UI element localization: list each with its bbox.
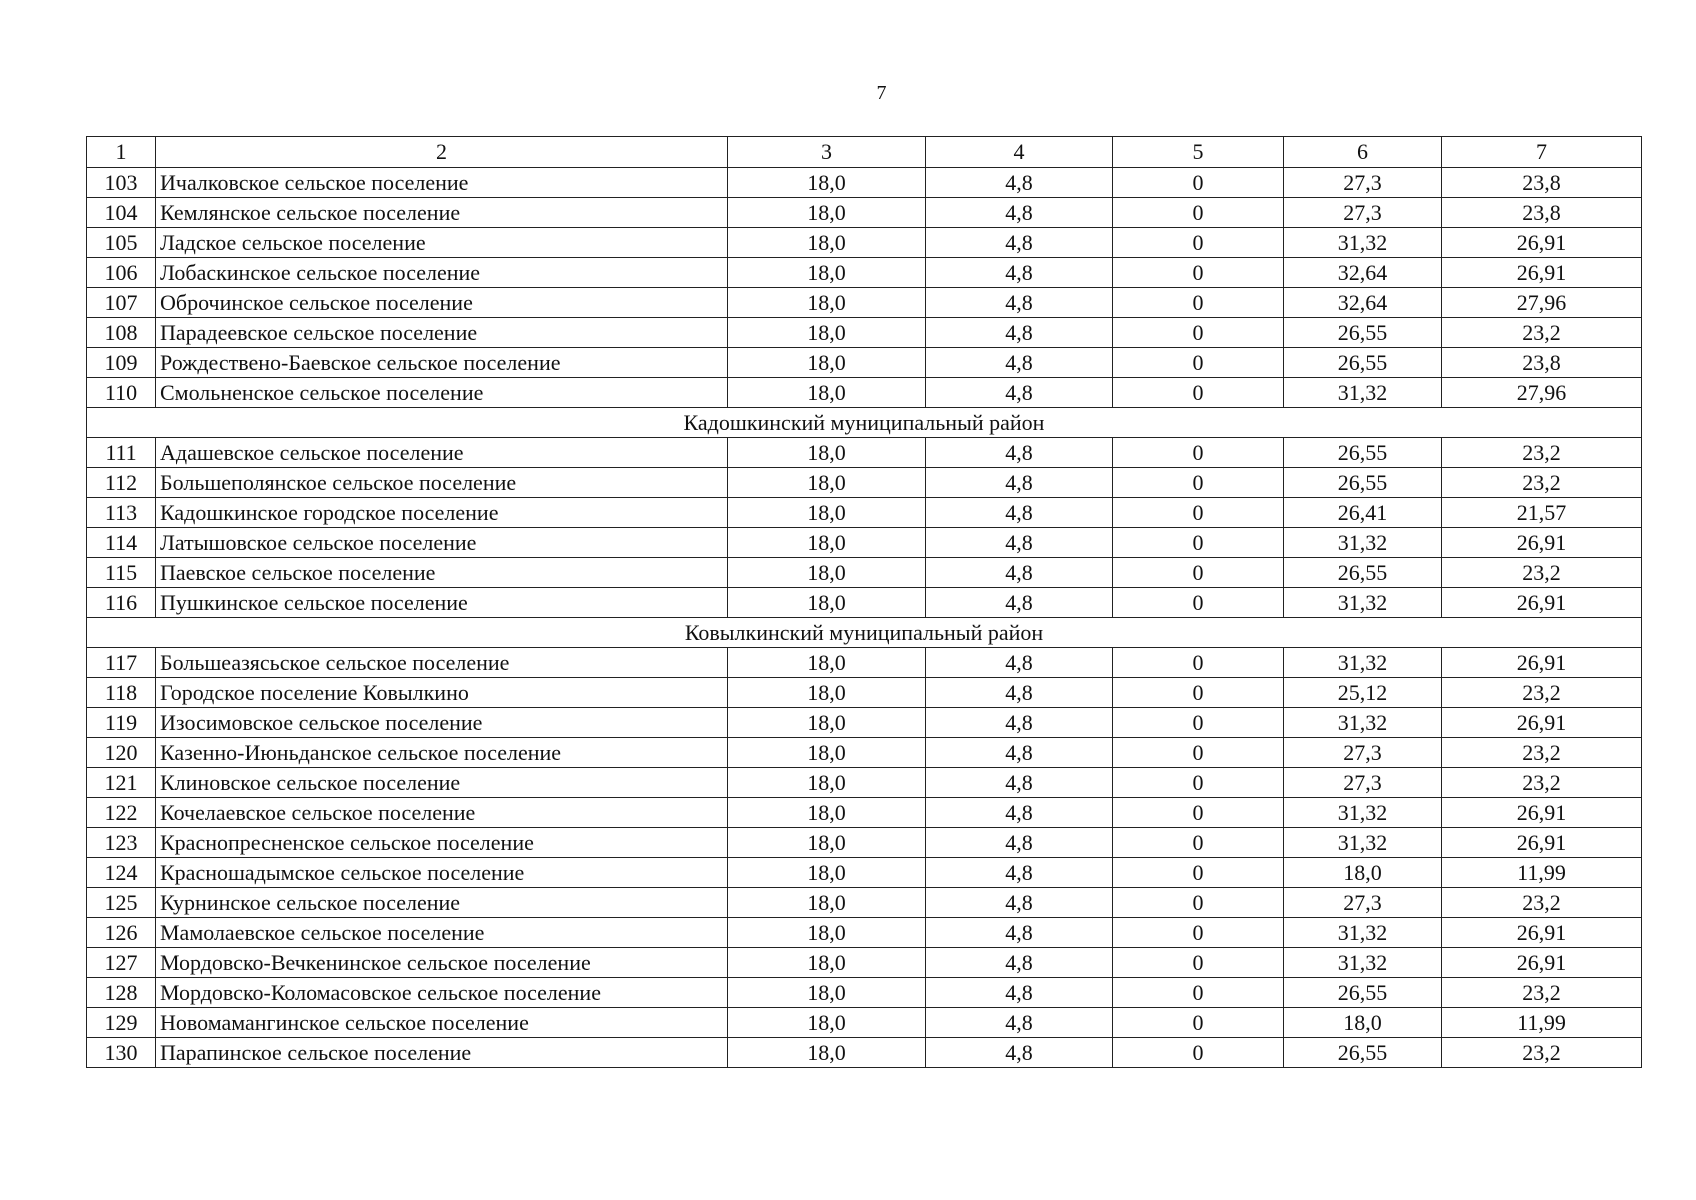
table-row (87, 378, 1642, 408)
col7-cell: 11,99 (1442, 858, 1642, 888)
settlement-name-cell: Рождествено-Баевское сельское поселение (156, 348, 728, 378)
table-row (87, 858, 1642, 888)
table-row (87, 348, 1642, 378)
table-row (87, 498, 1642, 528)
table-row (87, 648, 1642, 678)
col4-cell: 4,8 (926, 948, 1113, 978)
row-number-cell: 127 (87, 948, 156, 978)
col3-cell: 18,0 (728, 348, 926, 378)
col4-cell: 4,8 (926, 438, 1113, 468)
col6-cell: 27,3 (1284, 168, 1442, 198)
col5-cell: 0 (1113, 198, 1284, 228)
table-row (87, 198, 1642, 228)
col6-cell: 31,32 (1284, 528, 1442, 558)
col7-cell: 23,2 (1442, 978, 1642, 1008)
col7-cell: 26,91 (1442, 258, 1642, 288)
settlement-name-cell: Изосимовское сельское поселение (156, 708, 728, 738)
col6-cell: 32,64 (1284, 258, 1442, 288)
settlements-table (86, 136, 1642, 1068)
col6-cell: 26,41 (1284, 498, 1442, 528)
col7-cell: 23,2 (1442, 318, 1642, 348)
row-number-cell: 104 (87, 198, 156, 228)
col7-cell: 23,8 (1442, 348, 1642, 378)
table-row (87, 798, 1642, 828)
column-header: 3 (728, 137, 926, 168)
col6-cell: 26,55 (1284, 348, 1442, 378)
col6-cell: 31,32 (1284, 228, 1442, 258)
col6-cell: 26,55 (1284, 558, 1442, 588)
settlement-name-cell: Паевское сельское поселение (156, 558, 728, 588)
table-row (87, 558, 1642, 588)
col5-cell: 0 (1113, 948, 1284, 978)
col3-cell: 18,0 (728, 528, 926, 558)
col6-cell: 31,32 (1284, 708, 1442, 738)
row-number-cell: 124 (87, 858, 156, 888)
col4-cell: 4,8 (926, 708, 1113, 738)
col3-cell: 18,0 (728, 738, 926, 768)
col6-cell: 31,32 (1284, 918, 1442, 948)
col3-cell: 18,0 (728, 708, 926, 738)
col6-cell: 31,32 (1284, 828, 1442, 858)
col4-cell: 4,8 (926, 258, 1113, 288)
table-row (87, 528, 1642, 558)
table-header-row (87, 137, 1642, 168)
col3-cell: 18,0 (728, 378, 926, 408)
col4-cell: 4,8 (926, 768, 1113, 798)
row-number-cell: 125 (87, 888, 156, 918)
table-row (87, 228, 1642, 258)
row-number-cell: 111 (87, 438, 156, 468)
table-row (87, 888, 1642, 918)
settlement-name-cell: Оброчинское сельское поселение (156, 288, 728, 318)
col3-cell: 18,0 (728, 888, 926, 918)
col5-cell: 0 (1113, 858, 1284, 888)
settlement-name-cell: Латышовское сельское поселение (156, 528, 728, 558)
table-row (87, 438, 1642, 468)
col7-cell: 23,2 (1442, 1038, 1642, 1068)
col5-cell: 0 (1113, 1008, 1284, 1038)
settlement-name-cell: Парапинское сельское поселение (156, 1038, 728, 1068)
column-header: 1 (87, 137, 156, 168)
col7-cell: 23,2 (1442, 738, 1642, 768)
row-number-cell: 119 (87, 708, 156, 738)
column-header: 7 (1442, 137, 1642, 168)
row-number-cell: 116 (87, 588, 156, 618)
col3-cell: 18,0 (728, 828, 926, 858)
table-row (87, 588, 1642, 618)
col3-cell: 18,0 (728, 318, 926, 348)
col7-cell: 26,91 (1442, 918, 1642, 948)
settlement-name-cell: Адашевское сельское поселение (156, 438, 728, 468)
col5-cell: 0 (1113, 438, 1284, 468)
col7-cell: 26,91 (1442, 588, 1642, 618)
col5-cell: 0 (1113, 648, 1284, 678)
col3-cell: 18,0 (728, 1038, 926, 1068)
table-row (87, 948, 1642, 978)
settlement-name-cell: Новомамангинское сельское поселение (156, 1008, 728, 1038)
col3-cell: 18,0 (728, 468, 926, 498)
settlement-name-cell: Городское поселение Ковылкино (156, 678, 728, 708)
col3-cell: 18,0 (728, 678, 926, 708)
col5-cell: 0 (1113, 258, 1284, 288)
col4-cell: 4,8 (926, 198, 1113, 228)
col7-cell: 23,2 (1442, 558, 1642, 588)
col6-cell: 25,12 (1284, 678, 1442, 708)
col3-cell: 18,0 (728, 198, 926, 228)
settlement-name-cell: Кочелаевское сельское поселение (156, 798, 728, 828)
settlement-name-cell: Ичалковское сельское поселение (156, 168, 728, 198)
section-row (87, 618, 1642, 648)
table-row (87, 828, 1642, 858)
row-number-cell: 107 (87, 288, 156, 318)
column-header: 6 (1284, 137, 1442, 168)
row-number-cell: 113 (87, 498, 156, 528)
table-row (87, 468, 1642, 498)
settlement-name-cell: Мордовско-Вечкенинское сельское поселение (156, 948, 728, 978)
col4-cell: 4,8 (926, 288, 1113, 318)
section-title: Кадошкинский муниципальный район (87, 408, 1642, 438)
row-number-cell: 130 (87, 1038, 156, 1068)
table-row (87, 918, 1642, 948)
col5-cell: 0 (1113, 918, 1284, 948)
col4-cell: 4,8 (926, 528, 1113, 558)
col3-cell: 18,0 (728, 918, 926, 948)
col4-cell: 4,8 (926, 738, 1113, 768)
table-row (87, 978, 1642, 1008)
col6-cell: 26,55 (1284, 438, 1442, 468)
col4-cell: 4,8 (926, 648, 1113, 678)
col7-cell: 26,91 (1442, 528, 1642, 558)
table-row (87, 708, 1642, 738)
table-row (87, 318, 1642, 348)
col4-cell: 4,8 (926, 498, 1113, 528)
col7-cell: 26,91 (1442, 828, 1642, 858)
col7-cell: 23,2 (1442, 768, 1642, 798)
col7-cell: 26,91 (1442, 948, 1642, 978)
settlement-name-cell: Клиновское сельское поселение (156, 768, 728, 798)
settlement-name-cell: Красношадымское сельское поселение (156, 858, 728, 888)
row-number-cell: 109 (87, 348, 156, 378)
column-header: 4 (926, 137, 1113, 168)
table-row (87, 678, 1642, 708)
col6-cell: 32,64 (1284, 288, 1442, 318)
col7-cell: 23,8 (1442, 198, 1642, 228)
col5-cell: 0 (1113, 498, 1284, 528)
column-header: 2 (156, 137, 728, 168)
settlement-name-cell: Мамолаевское сельское поселение (156, 918, 728, 948)
col5-cell: 0 (1113, 468, 1284, 498)
col6-cell: 26,55 (1284, 468, 1442, 498)
col5-cell: 0 (1113, 978, 1284, 1008)
page-number: 7 (876, 82, 887, 104)
section-row (87, 408, 1642, 438)
col4-cell: 4,8 (926, 168, 1113, 198)
col6-cell: 31,32 (1284, 378, 1442, 408)
col6-cell: 31,32 (1284, 948, 1442, 978)
col7-cell: 26,91 (1442, 708, 1642, 738)
col4-cell: 4,8 (926, 228, 1113, 258)
col5-cell: 0 (1113, 738, 1284, 768)
col3-cell: 18,0 (728, 258, 926, 288)
col4-cell: 4,8 (926, 888, 1113, 918)
settlement-name-cell: Большеполянское сельское поселение (156, 468, 728, 498)
col3-cell: 18,0 (728, 768, 926, 798)
row-number-cell: 120 (87, 738, 156, 768)
col7-cell: 23,8 (1442, 168, 1642, 198)
col4-cell: 4,8 (926, 918, 1113, 948)
table-row (87, 1038, 1642, 1068)
col3-cell: 18,0 (728, 288, 926, 318)
col4-cell: 4,8 (926, 348, 1113, 378)
col6-cell: 31,32 (1284, 648, 1442, 678)
settlement-name-cell: Краснопресненское сельское поселение (156, 828, 728, 858)
col3-cell: 18,0 (728, 1008, 926, 1038)
col6-cell: 27,3 (1284, 738, 1442, 768)
col6-cell: 27,3 (1284, 198, 1442, 228)
col3-cell: 18,0 (728, 588, 926, 618)
col6-cell: 26,55 (1284, 318, 1442, 348)
settlement-name-cell: Мордовско-Коломасовское сельское поселение (156, 978, 728, 1008)
table-row (87, 168, 1642, 198)
col6-cell: 31,32 (1284, 588, 1442, 618)
col4-cell: 4,8 (926, 798, 1113, 828)
col6-cell: 27,3 (1284, 888, 1442, 918)
col6-cell: 31,32 (1284, 798, 1442, 828)
col5-cell: 0 (1113, 168, 1284, 198)
row-number-cell: 105 (87, 228, 156, 258)
col7-cell: 23,2 (1442, 438, 1642, 468)
col3-cell: 18,0 (728, 978, 926, 1008)
settlement-name-cell: Кемлянское сельское поселение (156, 198, 728, 228)
col4-cell: 4,8 (926, 588, 1113, 618)
col5-cell: 0 (1113, 588, 1284, 618)
table-row (87, 1008, 1642, 1038)
settlement-name-cell: Казенно-Июньданское сельское поселение (156, 738, 728, 768)
col5-cell: 0 (1113, 378, 1284, 408)
col7-cell: 27,96 (1442, 378, 1642, 408)
settlement-name-cell: Лобаскинское сельское поселение (156, 258, 728, 288)
row-number-cell: 106 (87, 258, 156, 288)
row-number-cell: 117 (87, 648, 156, 678)
col5-cell: 0 (1113, 558, 1284, 588)
col4-cell: 4,8 (926, 978, 1113, 1008)
settlement-name-cell: Большеазясьское сельское поселение (156, 648, 728, 678)
col3-cell: 18,0 (728, 798, 926, 828)
col6-cell: 27,3 (1284, 768, 1442, 798)
settlement-name-cell: Пушкинское сельское поселение (156, 588, 728, 618)
row-number-cell: 108 (87, 318, 156, 348)
col3-cell: 18,0 (728, 648, 926, 678)
settlement-name-cell: Ладское сельское поселение (156, 228, 728, 258)
section-title: Ковылкинский муниципальный район (87, 618, 1642, 648)
col3-cell: 18,0 (728, 168, 926, 198)
col4-cell: 4,8 (926, 378, 1113, 408)
row-number-cell: 114 (87, 528, 156, 558)
col5-cell: 0 (1113, 318, 1284, 348)
col6-cell: 26,55 (1284, 1038, 1442, 1068)
col5-cell: 0 (1113, 798, 1284, 828)
col3-cell: 18,0 (728, 948, 926, 978)
col7-cell: 23,2 (1442, 468, 1642, 498)
col4-cell: 4,8 (926, 468, 1113, 498)
col4-cell: 4,8 (926, 1038, 1113, 1068)
col3-cell: 18,0 (728, 858, 926, 888)
col7-cell: 26,91 (1442, 798, 1642, 828)
settlement-name-cell: Парадеевское сельское поселение (156, 318, 728, 348)
row-number-cell: 122 (87, 798, 156, 828)
row-number-cell: 112 (87, 468, 156, 498)
col4-cell: 4,8 (926, 558, 1113, 588)
col4-cell: 4,8 (926, 858, 1113, 888)
col6-cell: 18,0 (1284, 1008, 1442, 1038)
row-number-cell: 121 (87, 768, 156, 798)
col4-cell: 4,8 (926, 1008, 1113, 1038)
col5-cell: 0 (1113, 288, 1284, 318)
col5-cell: 0 (1113, 1038, 1284, 1068)
table-row (87, 768, 1642, 798)
col5-cell: 0 (1113, 768, 1284, 798)
col5-cell: 0 (1113, 678, 1284, 708)
col7-cell: 11,99 (1442, 1008, 1642, 1038)
col3-cell: 18,0 (728, 438, 926, 468)
col7-cell: 26,91 (1442, 228, 1642, 258)
table-row (87, 258, 1642, 288)
row-number-cell: 129 (87, 1008, 156, 1038)
col7-cell: 23,2 (1442, 888, 1642, 918)
col4-cell: 4,8 (926, 828, 1113, 858)
col7-cell: 27,96 (1442, 288, 1642, 318)
col6-cell: 18,0 (1284, 858, 1442, 888)
col5-cell: 0 (1113, 708, 1284, 738)
col3-cell: 18,0 (728, 228, 926, 258)
col5-cell: 0 (1113, 228, 1284, 258)
row-number-cell: 128 (87, 978, 156, 1008)
col3-cell: 18,0 (728, 498, 926, 528)
col3-cell: 18,0 (728, 558, 926, 588)
settlement-name-cell: Смольненское сельское поселение (156, 378, 728, 408)
col6-cell: 26,55 (1284, 978, 1442, 1008)
col7-cell: 26,91 (1442, 648, 1642, 678)
row-number-cell: 123 (87, 828, 156, 858)
col7-cell: 21,57 (1442, 498, 1642, 528)
row-number-cell: 115 (87, 558, 156, 588)
col5-cell: 0 (1113, 888, 1284, 918)
settlement-name-cell: Курнинское сельское поселение (156, 888, 728, 918)
table-row (87, 288, 1642, 318)
col4-cell: 4,8 (926, 678, 1113, 708)
table-row (87, 738, 1642, 768)
column-header: 5 (1113, 137, 1284, 168)
col7-cell: 23,2 (1442, 678, 1642, 708)
row-number-cell: 126 (87, 918, 156, 948)
col5-cell: 0 (1113, 828, 1284, 858)
col5-cell: 0 (1113, 528, 1284, 558)
settlement-name-cell: Кадошкинское городское поселение (156, 498, 728, 528)
row-number-cell: 110 (87, 378, 156, 408)
col4-cell: 4,8 (926, 318, 1113, 348)
col5-cell: 0 (1113, 348, 1284, 378)
row-number-cell: 118 (87, 678, 156, 708)
row-number-cell: 103 (87, 168, 156, 198)
